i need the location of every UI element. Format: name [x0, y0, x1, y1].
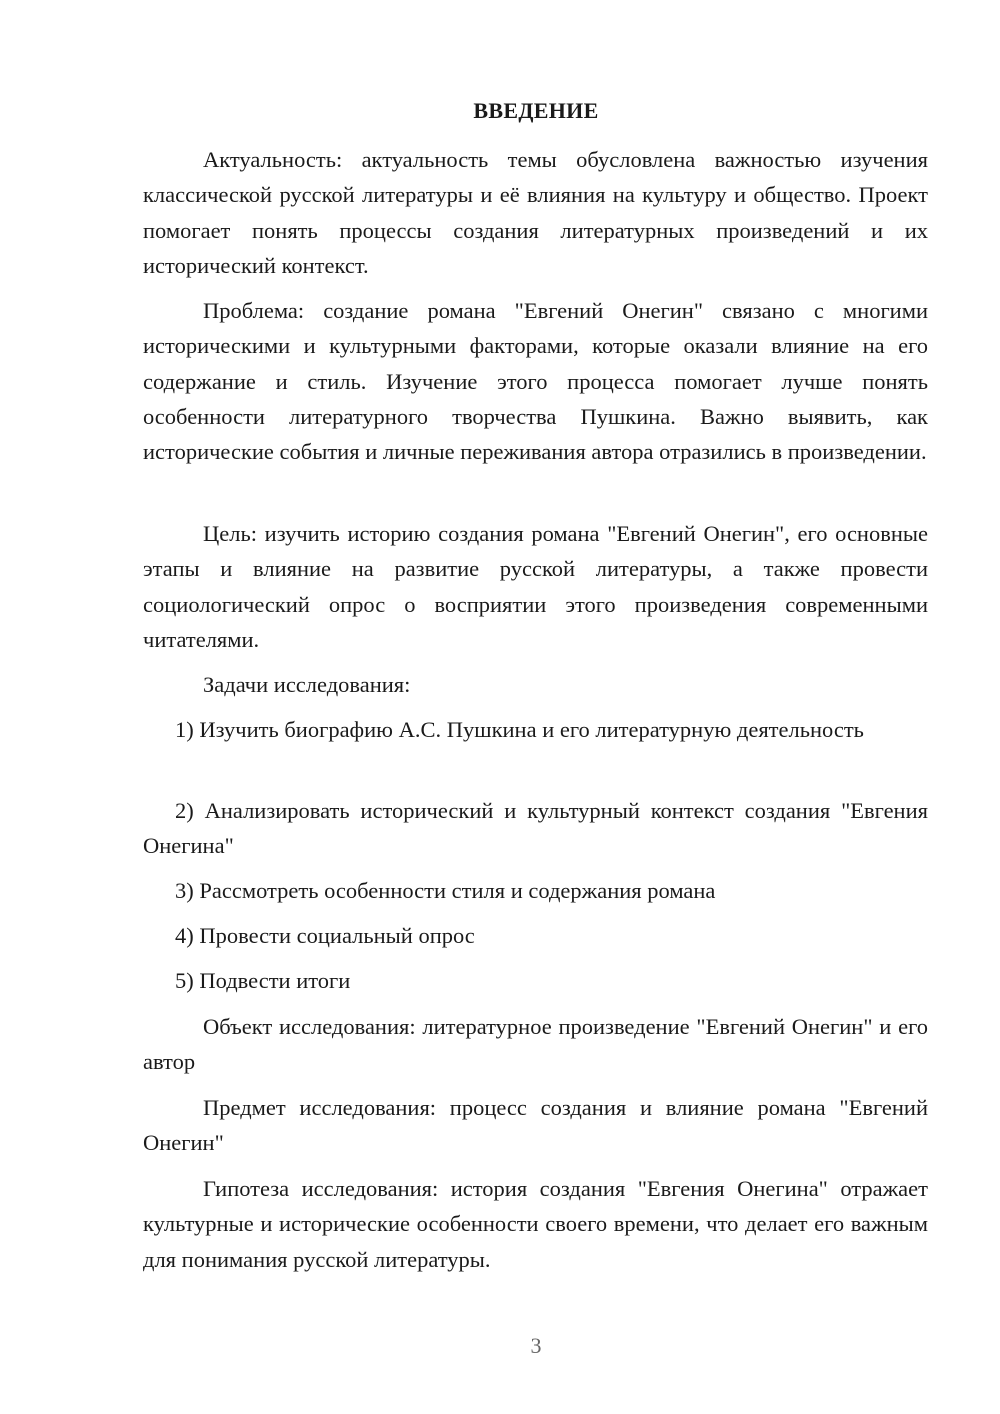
hypothesis-paragraph: Гипотеза исследования: история создания "Евгения Онегина" отражает культурные и исторические особенности своего времени, что делает его важным для понимания русской литературы. [143, 1176, 928, 1272]
problem-paragraph: Проблема: создание романа "Евгений Онегин" связано с многими историческими и культурными факторами, которые оказали влияние на его содержание и стиль. Изучение этого процесса помогает лучше понять особенности литературного творчества Пушкина. Важно выявить, как исторические события и личные переживания автора отразились в произведении. [143, 298, 928, 465]
task-item-2: 2) Анализировать исторический и культурный контекст создания "Евгения Онегина" [143, 798, 928, 859]
task-item-4: 4) Провести социальный опрос [175, 923, 475, 948]
relevance-paragraph: Актуальность: актуальность темы обусловлена важностью изучения классической русской литературы и её влияния на культуру и общество. Проект помогает понять процессы создания литературных произведений и их исторический контекст. [143, 147, 928, 278]
page-number: 3 [530, 1333, 542, 1358]
task-item-3: 3) Рассмотреть особенности стиля и содержания романа [175, 878, 716, 903]
task-item-1: 1) Изучить биографию А.С. Пушкина и его литературную деятельность [175, 717, 864, 742]
task-item-5: 5) Подвести итоги [175, 968, 351, 993]
subject-paragraph: Предмет исследования: процесс создания и влияние романа "Евгений Онегин" [143, 1095, 928, 1156]
tasks-heading: Задачи исследования: [203, 672, 411, 697]
page-title: ВВЕДЕНИЕ [473, 98, 599, 123]
object-paragraph: Объект исследования: литературное произведение "Евгений Онегин" и его автор [143, 1014, 928, 1075]
goal-paragraph: Цель: изучить историю создания романа "Евгений Онегин", его основные этапы и влияние на развитие русской литературы, а также провести социологический опрос о восприятии этого произведения современными читателями. [143, 521, 928, 652]
